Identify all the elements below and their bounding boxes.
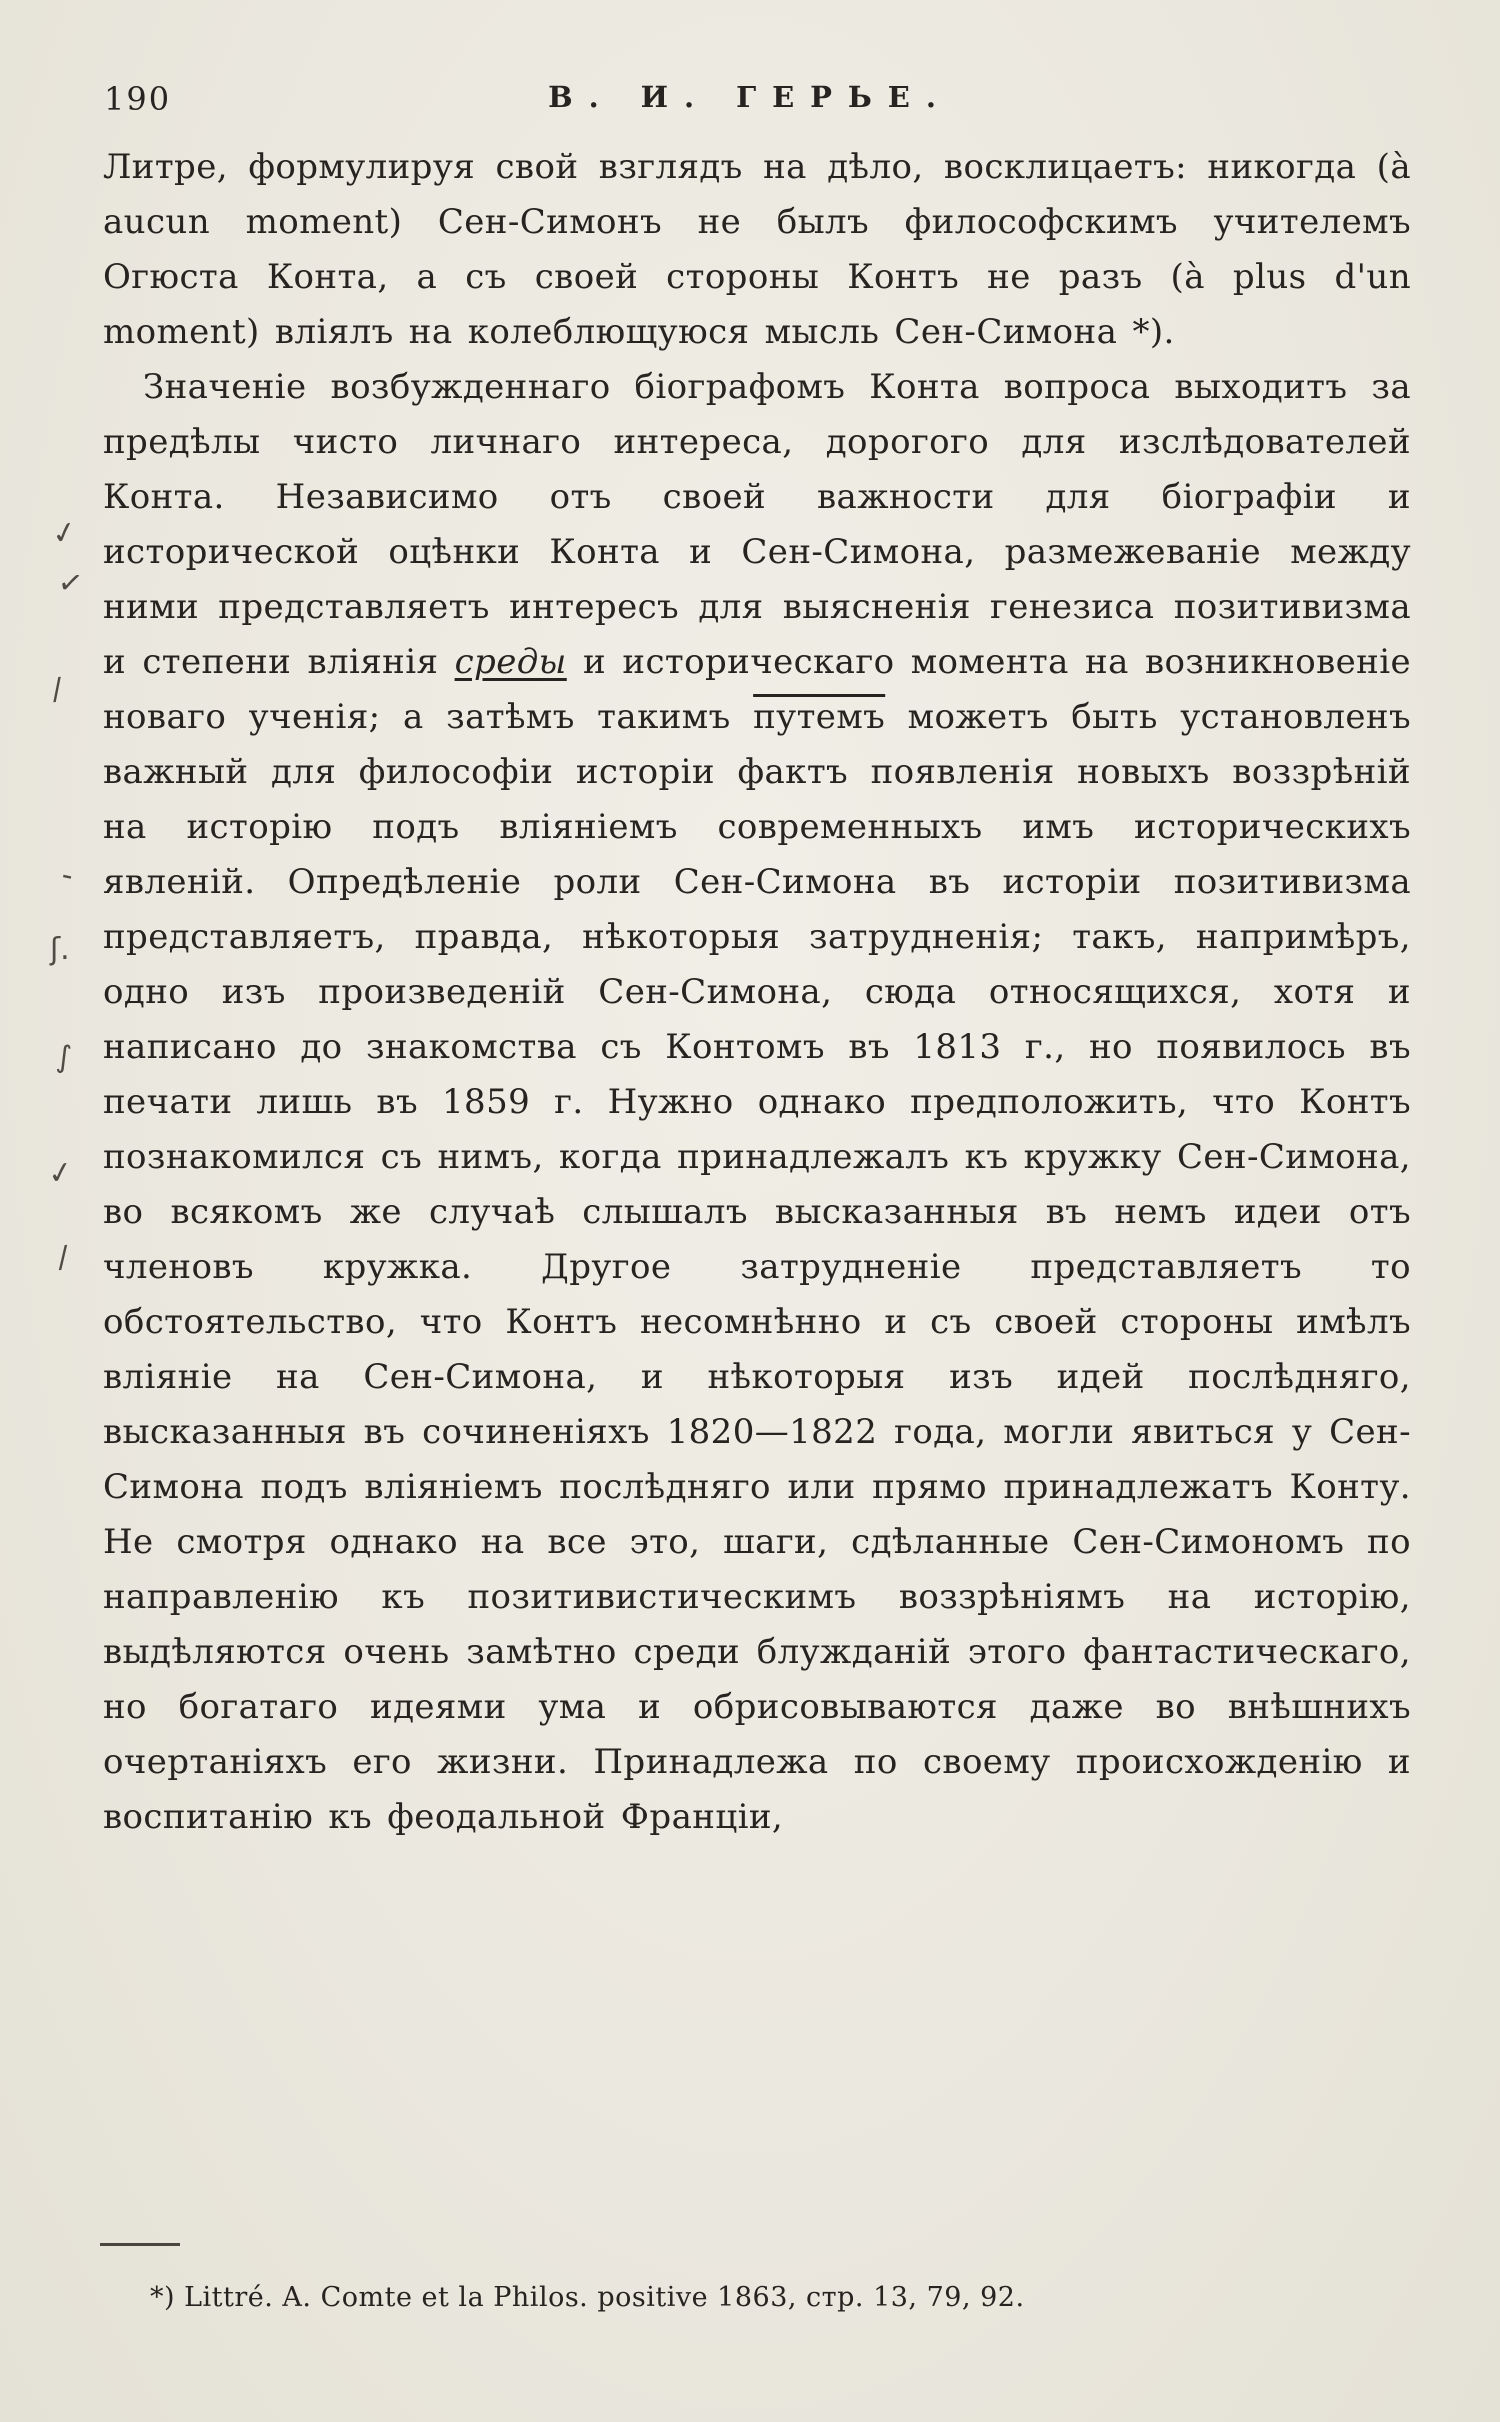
handwritten-mark: ✓	[48, 513, 81, 554]
text-segment: Литре, формулируя свой взглядъ на дѣло, восклицаетъ: никогда (à aucun moment) Сен-Симонъ не былъ философскимъ учителемъ Огюста Конта, а съ своей стороны Контъ не разъ (à plus d'un moment) вліялъ на колеблющуюся мысль Сен-Симона *).	[103, 147, 1411, 352]
text-segment: и историческаго момента на возникновеніе новаго ученія; а затѣмъ такимъ	[103, 642, 1411, 737]
handwritten-mark: ✓	[45, 1154, 76, 1193]
handwritten-mark: ✓	[55, 564, 86, 603]
paragraph	[103, 140, 1411, 360]
text-segment: среды	[454, 642, 567, 682]
handwritten-mark: ‐	[58, 857, 77, 894]
page-number: 190	[104, 80, 172, 118]
paragraph	[103, 360, 1411, 1845]
handwritten-mark: ∕	[50, 671, 64, 708]
handwritten-mark: ʃ.	[50, 932, 70, 967]
handwritten-mark: ∫	[54, 1039, 73, 1076]
footnote-text: *) Littré. A. Comte et la Philos. positive 1863, стр. 13, 79, 92.	[150, 2282, 1025, 2313]
running-header: В. И. ГЕРЬЕ.	[548, 80, 952, 114]
handwritten-mark: ∕	[56, 1239, 70, 1276]
text-segment: можетъ быть установленъ важный для философіи исторіи фактъ появленія новыхъ воззрѣній на исторію подъ вліяніемъ современныхъ имъ историческихъ явленій. Опредѣленіе роли Сен-Симона въ исторіи позитивизма представляетъ, правда, нѣкоторыя затрудненія; такъ, напримѣръ, одно изъ произведеній Сен-Симона, сюда относящихся, хотя и написано до знакомства съ Контомъ въ 1813 г., но появилось въ печати лишь въ 1859 г. Нужно однако предположить, что Контъ познакомился съ нимъ, когда принадлежалъ къ кружку Сен-Симона, во всякомъ же случаѣ слышалъ высказанныя въ немъ идеи отъ членовъ кружка. Другое затрудненіе представляетъ то обстоятельство, что Контъ несомнѣнно и съ своей стороны имѣлъ вліяніе на Сен-Симона, и нѣкоторыя изъ идей послѣдняго, высказанныя въ сочиненіяхъ 1820—1822 года, могли явиться у Сен-Симона подъ вліяніемъ послѣдняго или прямо принадлежатъ Конту. Не смотря однако на все это, шаги, сдѣланные Сен-Симономъ по направленію къ позитивистическимъ воззрѣніямъ на исторію, выдѣляются очень замѣтно среди блужданій этого фантастическаго, но богатаго идеями ума и обрисовываются даже во внѣшнихъ очертаніяхъ его жизни. Принадлежа по своему происхожденію и воспитанію къ феодальной Франціи,	[103, 697, 1412, 1837]
footnote-rule	[100, 2243, 180, 2246]
body-text	[103, 140, 1411, 1845]
text-segment: Значеніе возбужденнаго біографомъ Конта вопроса выходитъ за предѣлы чисто личнаго интереса, дорогого для изслѣдователей Конта. Независимо отъ своей важности для біографіи и исторической оцѣнки Конта и Сен-Симона, размежеваніе между ними представляетъ интересъ для выясненія генезиса позитивизма и степени вліянія	[103, 367, 1411, 682]
text-segment: путемъ	[753, 697, 886, 737]
